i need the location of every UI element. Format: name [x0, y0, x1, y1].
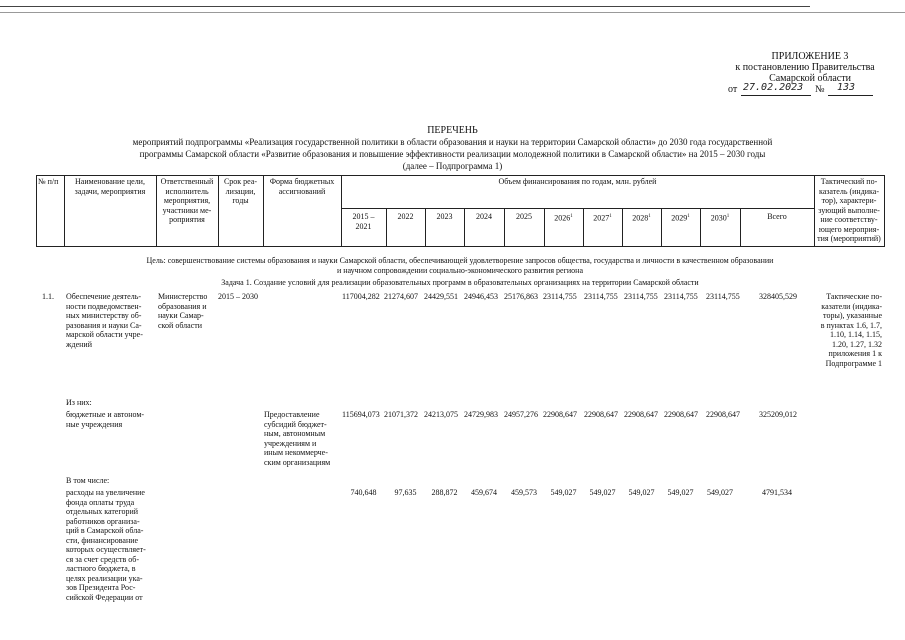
- header-year: 2015 – 2021: [352, 212, 375, 231]
- scan-edge-line: [0, 12, 905, 13]
- row-total: 328405,529: [759, 292, 797, 301]
- header-year: 2025: [516, 212, 532, 221]
- row-term: 2015 – 2030: [218, 292, 258, 301]
- scan-edge-line: [0, 6, 810, 7]
- header-term: Срок реа- лизации, годы: [223, 177, 258, 205]
- row-value: 24946,453: [464, 292, 498, 301]
- row-value: 23114,755: [543, 292, 577, 301]
- number-underline: [828, 95, 873, 96]
- row-value: 22908,647: [664, 410, 698, 419]
- table-top-line: [36, 175, 884, 176]
- goal-line1: Цель: совершенствование системы образования и науки Самарской области, обеспечивающей удовлетворение запросов общества, государства и личности в качественном образовании: [146, 256, 774, 265]
- of-them-label: Из них:: [66, 398, 92, 407]
- header-year: 2022: [397, 212, 414, 221]
- header-year: 2030$^1$: [710, 213, 730, 223]
- row-value: 22908,647: [584, 410, 618, 419]
- header-form: Форма бюджетных ассигнований: [269, 177, 335, 196]
- header-year: 2023: [436, 212, 453, 221]
- row-value: 23114,755: [584, 292, 618, 301]
- header-total: Всего: [767, 212, 787, 221]
- row-value: 549,027: [667, 488, 694, 497]
- row-value: 23114,755: [624, 292, 658, 301]
- row-value: 21274,607: [384, 292, 418, 301]
- task-title: Задача 1. Создание условий для реализации образовательных программ в образовательных организациях на территории Самарской области: [221, 278, 699, 287]
- header-name: Наименование цели, задачи, мероприятия: [74, 177, 146, 196]
- row-value: 549,027: [550, 488, 577, 497]
- row-value: 23114,755: [664, 292, 698, 301]
- row-total: 4791,534: [762, 488, 792, 497]
- annex-number-value: 133: [837, 82, 856, 93]
- row-value: 288,872: [431, 488, 458, 497]
- row-value: 549,027: [707, 488, 733, 497]
- annex-date-prefix: от: [728, 84, 738, 95]
- document-title: ПЕРЕЧЕНЬ: [427, 125, 478, 136]
- row-value: 549,027: [628, 488, 655, 497]
- annex-line2: к постановлению Правительства: [735, 62, 875, 73]
- row-executor: Министерство образования и науки Самар- ской области: [158, 292, 208, 330]
- header-num: № п/п: [38, 177, 59, 186]
- row-value: 21071,372: [384, 410, 418, 419]
- row-value: 97,635: [394, 488, 417, 497]
- col-line: [36, 175, 37, 247]
- row-value: 23114,755: [706, 292, 740, 301]
- row-name: расходы на увеличение фонда оплаты труда отдельных категорий работников организа- ций в Самарской обла- сти, финансирование которых осуществляет- ся за счет средств об- ластного бюджета, в целях реализации ука- зов Президента Рос- сийской Федерации от: [66, 488, 146, 602]
- row-value: 24957,276: [504, 410, 538, 419]
- date-underline: [741, 95, 811, 96]
- header-volume: Объем финансирования по годам, млн. рублей: [498, 177, 657, 186]
- row-value: 24213,075: [424, 410, 458, 419]
- header-indicator: Тактический по- казатель (индика- тор), характери- зующий выполне- ние соответству- ющего мероприя- тия (мероприятий): [817, 177, 881, 243]
- row-form: Предоставление субсидий бюджет- ным, автономным учреждениям и иным некоммерче- ским организациям: [264, 410, 331, 467]
- annex-number-sign: №: [815, 84, 825, 95]
- header-year: 2026$^1$: [554, 213, 573, 223]
- header-bottom-line: [36, 246, 884, 247]
- years-row-line: [341, 208, 814, 209]
- row-value: 22908,647: [543, 410, 577, 419]
- row-num: 1.1.: [42, 292, 54, 301]
- row-value: 24429,551: [424, 292, 458, 301]
- annex-date-value: 27.02.2023: [743, 82, 804, 93]
- row-name: Обеспечение деятель- ности подведомствен- ных министерству об- разования и науки Са- марской области учре- ждений: [66, 292, 143, 349]
- heading-line3: (далее – Подпрограмма 1): [402, 161, 503, 171]
- header-year: 2029$^1$: [671, 213, 690, 223]
- row-value: 22908,647: [706, 410, 740, 419]
- header-year: 2027$^1$: [593, 213, 612, 223]
- row-value: 117004,282: [342, 292, 380, 301]
- row-total: 325209,012: [759, 410, 797, 419]
- annex-title: ПРИЛОЖЕНИЕ 3: [771, 51, 849, 62]
- row-value: 24729,983: [464, 410, 498, 419]
- annex-line3: Самарской области: [769, 73, 851, 84]
- heading-line1: мероприятий подпрограммы «Реализация государственной политики в области образования и науки на территории Самарской области» до 2030 года государственной: [132, 137, 773, 147]
- row-value: 22908,647: [624, 410, 658, 419]
- goal-line2: и научном сопровождении социально-экономического развития региона: [336, 266, 584, 275]
- row-value: 459,573: [511, 488, 537, 497]
- row-value: 115694,073: [342, 410, 380, 419]
- row-name: бюджетные и автоном- ные учреждения: [66, 410, 145, 429]
- row-value: 459,674: [471, 488, 497, 497]
- col-line: [884, 175, 885, 247]
- header-year: 2024: [476, 212, 492, 221]
- row-indicator: Тактические по- казатели (индика- торы), указанные в пунктах 1.6, 1.7, 1.10, 1.14, 1.15, 1.20, 1.27, 1.32 приложения 1 к Подпрограмме 1: [820, 292, 882, 368]
- header-executor: Ответственный исполнитель мероприятия, участники ме- роприятия: [160, 177, 214, 224]
- row-value: 740,648: [350, 488, 377, 497]
- heading-line2: программы Самарской области «Развитие образования и повышение эффективности реализации молодежной политики в Самарской области» на 2015 – 2030 годы: [139, 149, 766, 159]
- row-value: 25176,863: [504, 292, 538, 301]
- including-label: В том числе:: [66, 476, 110, 485]
- row-value: 549,027: [589, 488, 616, 497]
- header-year: 2028$^1$: [632, 213, 651, 223]
